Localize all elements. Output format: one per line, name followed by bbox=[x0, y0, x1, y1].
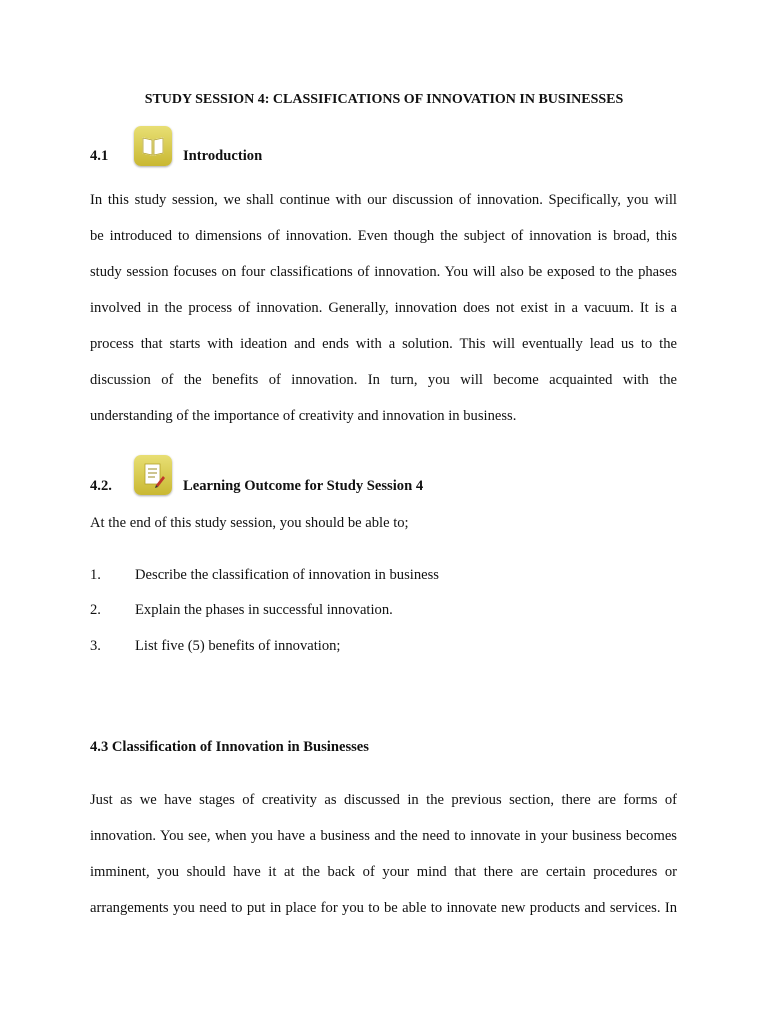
paragraph-line: involved in the process of innovation. Generally, innovation does not exist in a vacuum. It is a bbox=[90, 300, 677, 316]
section-4-2-heading bbox=[90, 478, 690, 518]
paragraph-line: process that starts with ideation and ends with a solution. This will eventually lead us to the bbox=[90, 336, 677, 352]
paragraph-line: In this study session, we shall continue with our discussion of innovation. Specifically, you will bbox=[90, 192, 677, 208]
section-4-3-heading: 4.3 Classification of Innovation in Businesses bbox=[90, 739, 369, 755]
paragraph-line: Just as we have stages of creativity as discussed in the previous section, there are forms of bbox=[90, 792, 677, 808]
outcomes-lead-text: At the end of this study session, you should be able to; bbox=[90, 515, 409, 531]
paragraph-line: imminent, you should have it at the back of your mind that there are certain procedures or bbox=[90, 864, 677, 880]
section-number: 4.2. bbox=[90, 478, 112, 494]
notepad-pencil-icon bbox=[134, 455, 172, 495]
classification-paragraph bbox=[90, 790, 677, 934]
paragraph-line: study session focuses on four classifications of innovation. You will also be exposed to the phases bbox=[90, 264, 677, 280]
list-item-text: Explain the phases in successful innovation. bbox=[135, 602, 393, 618]
paragraph-line: be introduced to dimensions of innovation. Even though the subject of innovation is broad, this bbox=[90, 228, 677, 244]
section-number: 4.1 bbox=[90, 148, 109, 164]
section-4-1-heading bbox=[90, 148, 690, 188]
list-item-number: 1. bbox=[90, 567, 101, 583]
section-title: Learning Outcome for Study Session 4 bbox=[183, 478, 424, 494]
list-item-number: 2. bbox=[90, 602, 101, 618]
list-item-text: Describe the classification of innovation in business bbox=[135, 567, 439, 583]
paragraph-line: innovation. You see, when you have a business and the need to innovate in your business becomes bbox=[90, 828, 677, 844]
paragraph-line: understanding of the importance of creativity and innovation in business. bbox=[90, 408, 517, 424]
open-book-icon bbox=[134, 126, 172, 166]
page-title: STUDY SESSION 4: CLASSIFICATIONS OF INNOVATION IN BUSINESSES bbox=[144, 92, 624, 107]
intro-paragraph bbox=[90, 190, 677, 442]
paragraph-line: arrangements you need to put in place for you to be able to innovate new products and services. In bbox=[90, 900, 677, 916]
paragraph-line: discussion of the benefits of innovation. In turn, you will become acquainted with the bbox=[90, 372, 677, 388]
list-item-text: List five (5) benefits of innovation; bbox=[135, 638, 341, 654]
section-title: Introduction bbox=[183, 148, 263, 164]
list-item-number: 3. bbox=[90, 638, 101, 654]
